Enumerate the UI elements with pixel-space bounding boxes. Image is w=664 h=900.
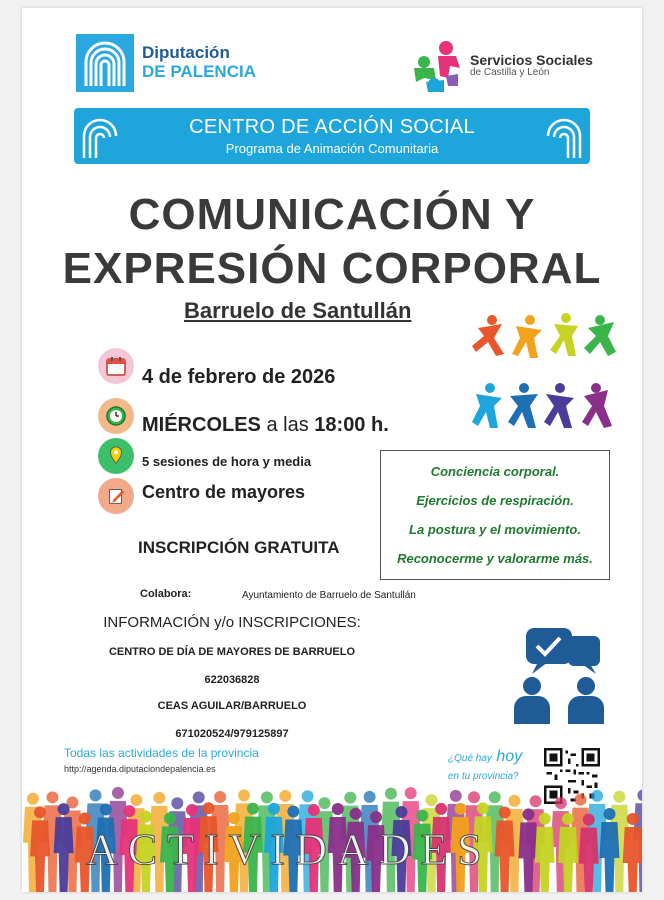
puzzle-figure-icon (410, 38, 466, 94)
event-title-line1: COMUNICACIÓN Y (128, 190, 536, 239)
collaboration-label: Colabora: (140, 588, 192, 600)
slogan-question: ¿Qué hay (448, 753, 492, 764)
event-day: MIÉRCOLES (142, 414, 261, 436)
diputacion-logo (76, 34, 256, 92)
event-time-prefix: a las (266, 414, 309, 436)
event-venue: Centro de mayores (142, 482, 306, 502)
calendar-icon (98, 348, 134, 384)
contact-heading: INFORMACIÓN y/o INSCRIPCIONES: (103, 614, 361, 631)
banner-arch-decoration (544, 114, 584, 158)
activity-item: Conciencia corporal. (430, 464, 560, 479)
servicios-sociales-region: de Castilla y León (470, 67, 550, 79)
footer-note: Todas las actividades de la provincia (64, 746, 259, 760)
contact-phone2: 671020524/979125897 (175, 728, 289, 740)
activities-word: ACTIVIDADES (86, 825, 492, 874)
clock-icon (98, 398, 134, 434)
event-date: 4 de febrero de 2026 (142, 366, 336, 388)
event-title-line2: EXPRESIÓN CORPORAL (62, 244, 602, 293)
chat-people-icon (510, 628, 610, 728)
agenda-link[interactable]: http://agenda.diputaciondepalencia.es (64, 764, 216, 774)
diputacion-logo-mark (76, 34, 134, 92)
slogan-hoy: hoy (496, 748, 523, 765)
slogan-question2: en tu provincia? (448, 770, 519, 782)
contact-center2: CEAS AGUILAR/BARRUELO (157, 700, 307, 712)
banner-title: CENTRO DE ACCIÓN SOCIAL (189, 116, 475, 138)
banner-arch-decoration (80, 114, 120, 158)
diputacion-province: DE PALENCIA (142, 62, 256, 81)
center-banner (74, 108, 590, 164)
servicios-sociales-logo (410, 38, 593, 94)
event-sessions: 5 sesiones de hora y media (142, 454, 312, 469)
contact-center1: CENTRO DE DÍA DE MAYORES DE BARRUELO (108, 646, 356, 658)
event-place: Barruelo de Santullán (184, 298, 412, 323)
servicios-sociales-name: Servicios Sociales (470, 52, 593, 69)
dancers-illustration (468, 308, 618, 438)
pencil-icon (98, 478, 134, 514)
banner-subtitle: Programa de Animación Comunitaria (225, 141, 439, 156)
poster (22, 8, 642, 892)
event-day-time (142, 414, 389, 437)
activity-item: La postura y el movimiento. (409, 522, 581, 537)
activity-item: Reconocerme y valorarme más. (397, 551, 593, 566)
contact-phone1: 622036828 (204, 674, 260, 686)
activities-box (380, 450, 610, 580)
location-icon (98, 438, 134, 474)
event-time: 18:00 h. (314, 414, 389, 436)
activity-item: Ejercicios de respiración. (416, 493, 574, 508)
collaboration-value: Ayuntamiento de Barruelo de Santullán (242, 590, 416, 601)
diputacion-name: Diputación (142, 43, 230, 63)
registration-free: INSCRIPCIÓN GRATUITA (138, 538, 340, 557)
